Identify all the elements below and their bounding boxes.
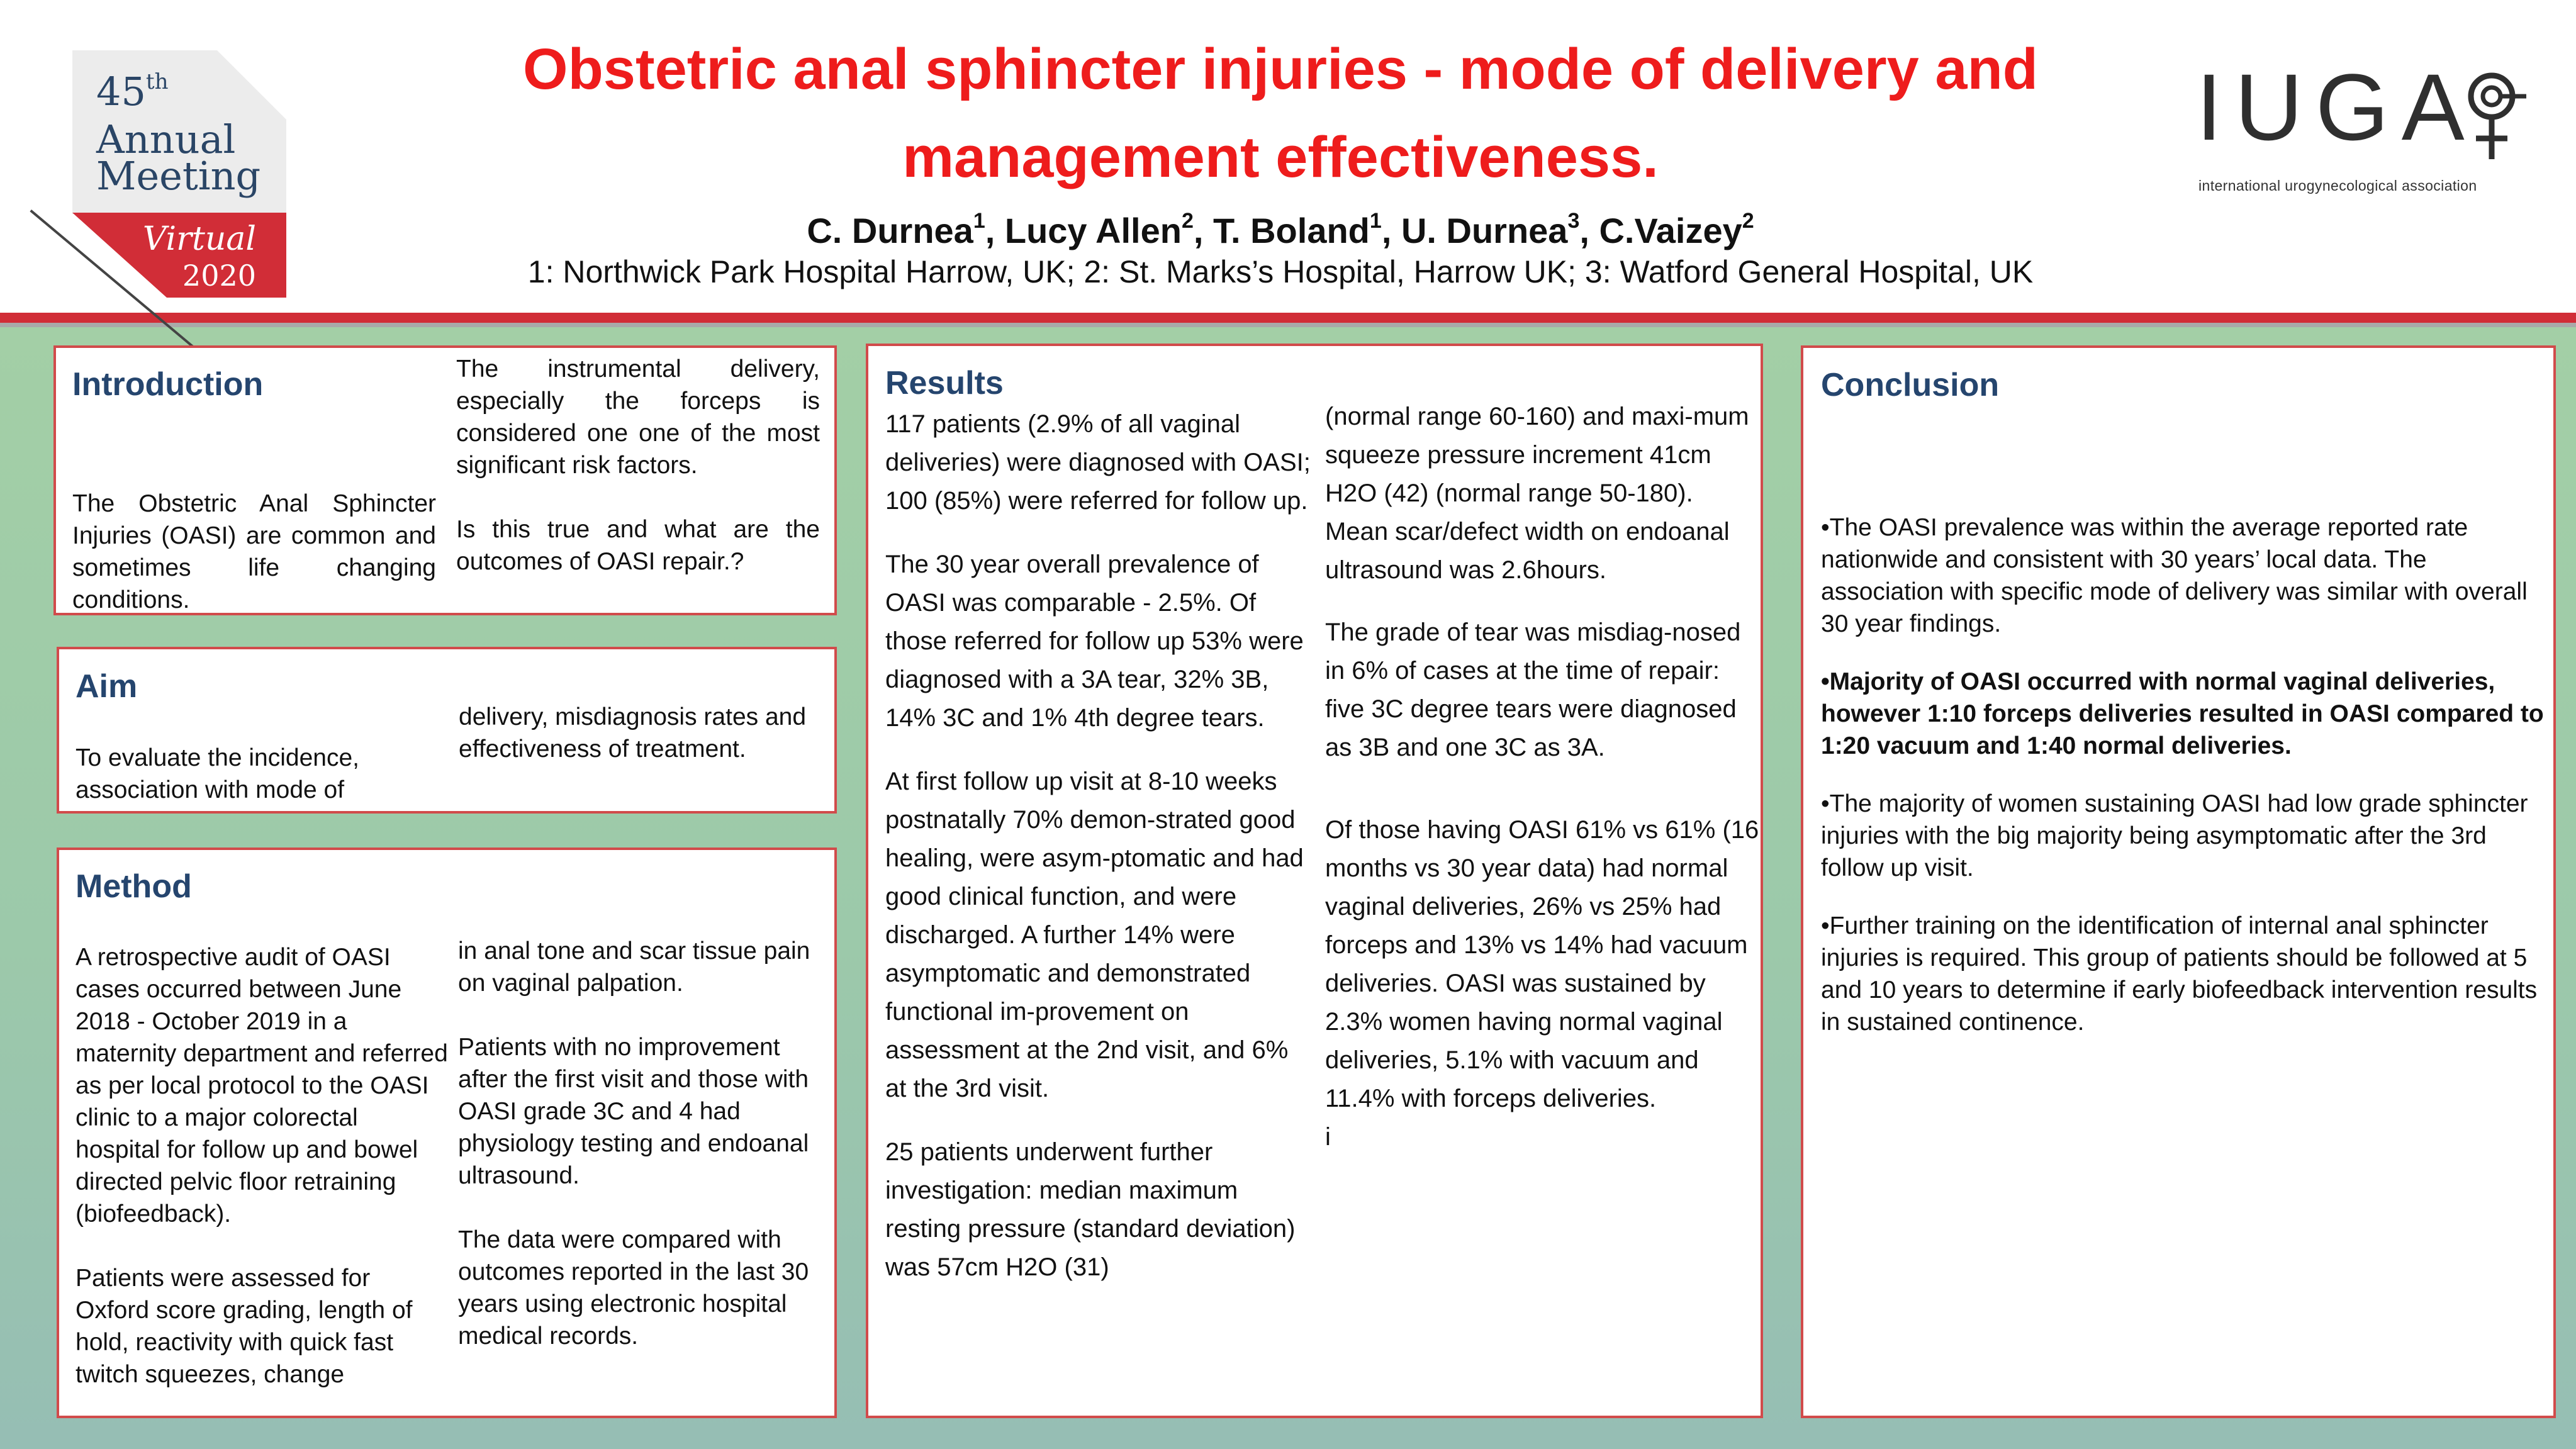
title-line-1: Obstetric anal sphincter injuries - mode of delivery and [523, 37, 2038, 101]
results-left-column: 117 patients (2.9% of all vaginal deliveries) were diagnosed with OASI; 100 (85%) were referred for follow up. The 30 year overall prevalence of OASI was comparable - 2.5%. Of those referred for follow up 53% were diagnosed with a 3A tear, 32% 3B, 14% 3C and 1% 4th degree tears. At first follow up visit at 8-10 weeks postnatally 70% demon-strated good healing, were asym-ptomatic and had good clinical function, and were discharged. A further 14% were asymptomatic and demonstrated functional im-provement on assessment at the 2nd visit, and 6% at the 3rd visit. 25 patients underwent further investigation: median maximum resting pressure (standard deviation) was 57cm H2O (31) [885, 410, 1311, 1281]
results-panel [866, 344, 1763, 1418]
logo-subtitle: international urogynecological association [2198, 177, 2477, 194]
author-5: C.Vaizey$^2$ [1599, 209, 1754, 250]
badge-edition: 45th Annual [96, 69, 236, 162]
method-heading: Method [76, 868, 192, 905]
header-grey-divider [0, 323, 2576, 327]
author-4: U. Durnea$^3$, [1401, 209, 1599, 250]
badge-year: 2020 [182, 259, 256, 293]
introduction-heading: Introduction [72, 366, 264, 403]
poster-title [478, 25, 2083, 201]
introduction-right-column: The instrumental delivery, especially the forceps is considered one one of the most significant risk factors. Is this true and what are the outcomes of OASI repair.? [456, 355, 820, 575]
affiliations: 1: Northwick Park Hospital Harrow, UK; 2: St. Marks’s Hospital, Harrow UK; 3: Watford General Hospital, UK [527, 254, 2034, 289]
introduction-panel [53, 345, 837, 615]
badge-meeting: Meeting [96, 153, 261, 199]
iuga-logo [2196, 54, 2523, 194]
conclusion-panel [1801, 345, 2556, 1418]
author-3: T. Boland$^1$, [1213, 209, 1401, 250]
female-symbol-icon [2460, 68, 2529, 162]
conclusion-item-4: •Further training on the identification of internal anal sphincter injuries is required. This group of patients should be followed at 5 and 10 years to determine if early biofeedback intervention results in sustained continence. [1821, 912, 2538, 1036]
author-list [478, 199, 2083, 253]
conclusion-item-3: •The majority of women sustaining OASI had low grade sphincter injuries with the big majority being asymptomatic after the 3rd follow up visit. [1821, 790, 2528, 881]
conclusion-item-2: •Majority of OASI occurred with normal vaginal deliveries, however 1:10 forceps deliveries resulted in OASI compared to 1:20 vacuum and 1:40 normal deliveries. [1821, 668, 2544, 759]
title-line-2: management effectiveness. [902, 125, 1659, 189]
badge-virtual: Virtual [142, 220, 256, 258]
conclusion-heading: Conclusion [1821, 367, 2000, 403]
header-red-divider [0, 313, 2576, 323]
logo-wordmark: IUGA [2196, 54, 2477, 160]
results-heading: Results [885, 365, 1004, 401]
author-2: Lucy Allen$^2$, [1004, 209, 1213, 250]
introduction-left-column: The Obstetric Anal Sphincter Injuries (OASI) are common and sometimes life changing conditions. [72, 490, 436, 613]
conclusion-items [1821, 512, 2545, 1038]
method-right-column: in anal tone and scar tissue pain on vaginal palpation. Patients with no improvement after the first visit and those with OASI grade 3C and 4 had physiology testing and endoanal ultrasound. The data were compared with outcomes reported in the last 30 years using electronic hospital medical records. [458, 937, 810, 1350]
aim-panel [57, 647, 837, 814]
aim-right-column: delivery, misdiagnosis rates and effectiveness of treatment. [459, 703, 807, 763]
results-right-column: (normal range 60-160) and maxi-mum squeeze pressure increment 41cm H2O (42) (normal range 50-180). Mean scar/defect width on endoanal ultrasound was 2.6hours. The grade of tear was misdiag-nosed in 6% of cases at the time of repair: five 3C degree tears were diagnosed as 3B and one 3C as 3A. Of those having OASI 61% vs 61% (16 months vs 30 year data) had normal vaginal deliveries, 26% vs 25% had forceps and 13% vs 14% had vacuum deliveries. OASI was sustained by 2.3% women having normal vaginal deliveries, 5.1% with vacuum and 11.4% with forceps deliveries. i [1325, 403, 1759, 1151]
author-1: C. Durnea$^1$, [807, 209, 1005, 250]
aim-left-column: To evaluate the incidence, association with mode of [76, 744, 359, 803]
aim-heading: Aim [76, 668, 138, 705]
method-left-column: A retrospective audit of OASI cases occurred between June 2018 - October 2019 in a maternity department and referred as per local protocol to the OASI clinic to a major colorectal hospital for follow up and bowel directed pelvic floor retraining (biofeedback). Patients were assessed for Oxford score grading, length of hold, reactivity with quick fast twitch squeezes, change [76, 944, 448, 1388]
annual-meeting-badge [72, 50, 286, 298]
method-panel [57, 848, 837, 1418]
conclusion-item-1: •The OASI prevalence was within the average reported rate nationwide and consistent with 30 years’ local data. The association with specific mode of delivery was similar with overall 30 year findings. [1821, 514, 2528, 637]
